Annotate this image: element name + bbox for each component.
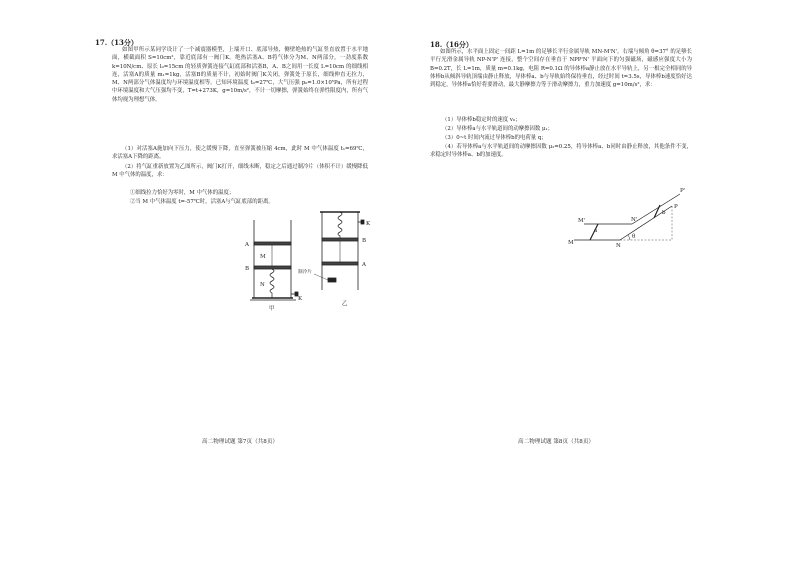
label-N: N [616,243,621,249]
label-theta: θ [632,234,636,240]
exam-page-8 [400,0,800,566]
label-N: N [260,282,265,288]
label-rod-a: a [594,228,598,234]
label-K-yi: K [366,221,371,227]
label-cooler: 制冷片 [298,270,312,275]
label-K: K [298,296,303,302]
page-7-footer: 高二物理试题 第7页（共8页） [202,439,279,445]
question-18-stem: 如图所示，水平面上固定一间距 L=1m 的足够长平行金属导轨 MN-M'N'，右端与倾角 θ=37° 的足够长平行光滑金属导轨 NP-N'P' 连接，整个空间存在垂直于 NPP'N' 平面向下的匀强磁场，磁感应强度大小为 B=0.2T，长 L=1m，质量 m=0.1kg，电阻 R=0.1Ω 的导体棒a静止放在水平导轨上，另一根完全相同的导体棒b从倾斜导轨顶端由静止释放，导体棒a、b与导轨始终保持垂直，经过时间 t=3.5s，导体棒b速度恰好达到稳定，导体棒a恰好将要滑动，最大静摩擦力等于滑动摩擦力，重力加速度 g=10m/s²，求： [430,49,692,89]
label-rod-b: b [662,210,666,216]
question-17-part-1: （1）对活塞A施加向下压力，使之缓慢下降，直至弹簧被压缩 4cm，此时 M 中气体温度 t₁=69℃，求活塞A下降的距离。 [112,146,368,161]
question-18-title: 18.（16分） [430,40,473,49]
question-18-part-2: （2）导体棒a与水平轨道间的动摩擦因数 μ₁； [442,126,554,132]
label-P: P [674,204,678,210]
label-M: M [260,254,266,260]
figure-yi [312,208,382,308]
question-17-part-2: （2）将气缸重新放置为乙图所示，阀门K打开，细线未断，稳定之后通过制冷片（体积不计）缓慢降低 M 中气体的温度，求： [112,164,368,179]
page-8-footer: 高二物理试题 第8页（共8页） [518,439,595,445]
question-18-part-4: （4）若导体棒a与水平轨道间的动摩擦因数 μ₂=0.25，将导体棒a、b同时由静止释放，其他条件不变，求稳定时导体棒a、b的加速度。 [430,144,692,159]
question-17-title: 17.（13分） [95,38,138,47]
label-N-prime: N' [631,217,638,223]
question-17-part-2a: ①细线拉力恰好为零时，M 中气体的温度； [130,190,235,196]
label-M: M [568,240,574,246]
caption-jia: 甲 [269,306,275,312]
question-18-part-1: （1）导体棒b稳定时的速度 v₀； [442,117,521,123]
label-A-yi: A [362,262,366,268]
figure-jia [236,212,306,312]
label-B: B [245,266,250,272]
label-A: A [245,242,249,248]
question-17-stem: 如图甲所示某同学设计了一个减震器模型，上端开口、底部导热，侧壁绝热的气缸竖直放置于水平地面，横截面积 S=10cm²，靠近底部有一阀门K。绝热活塞A、B将气体分为M、N两部分，一劲度系数 k=10N/cm、原长 l₀=15cm 的轻质弹簧连接气缸底部和活塞B，A、B之间用一长度 L=10cm 的细线相连，活塞A的质量 m₁=1kg，活塞B的质量不计，初始时阀门K关闭，弹簧处于原长，细线伸直无拉力，M、N两部分气体温度均与环境温度相等。已知环境温度 t₀=27℃，大气压强 p₀=1.0×10⁵Pa，所有过程中环境温度和大气压强均不变，T=t+273K，g=10m/s²，不计一切摩擦，弹簧始终在弹性限度内，所有气体均视为理想气体。 [112,47,368,103]
label-P-prime: P' [680,188,686,194]
figure-q18-rails [568,184,698,254]
caption-yi: 乙 [342,301,348,307]
label-B-yi: B [362,238,367,244]
label-M-prime: M' [578,218,586,224]
question-18-part-3: （3）0~t 时间内流过导体棒b的电荷量 q； [442,135,547,141]
question-17-part-2b: ②当 M 中气体温度 t=-57℃时，活塞A与气缸底部的距离。 [130,199,274,205]
